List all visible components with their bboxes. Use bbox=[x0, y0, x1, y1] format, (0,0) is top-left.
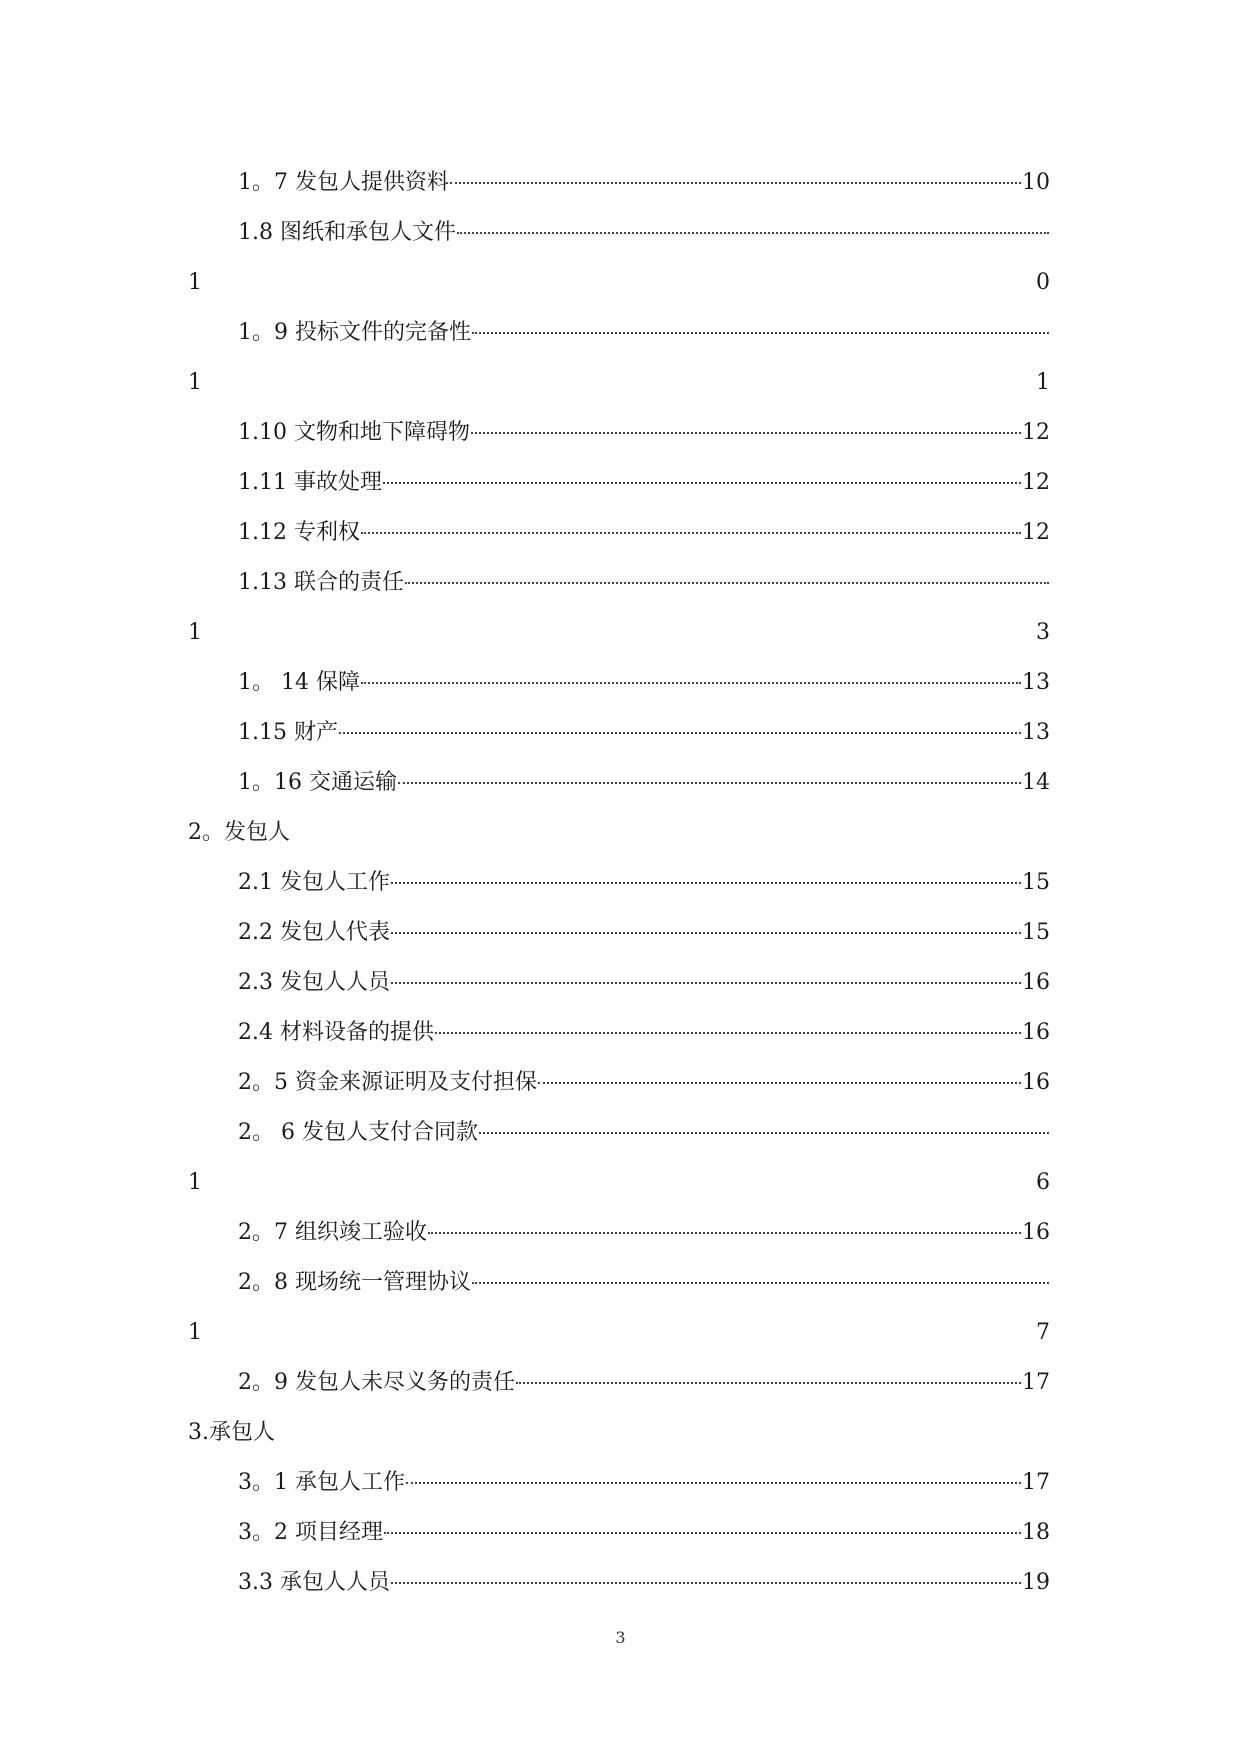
toc-entry-page: 13 bbox=[1022, 670, 1050, 695]
toc-entry-label: 2.2 发包人代表 bbox=[238, 920, 390, 945]
dot-leader bbox=[405, 581, 1049, 584]
toc-entry-page: 12 bbox=[1022, 520, 1050, 545]
toc-row-1-8 bbox=[0, 208, 1241, 258]
dot-leader bbox=[479, 1131, 1049, 1134]
toc-entry-label: 1.11 事故处理 bbox=[238, 470, 382, 495]
toc-wrap-right-digit: 3 bbox=[1036, 620, 1050, 645]
toc-row-1-13-wrap bbox=[0, 608, 1241, 658]
footer-page-number: 3 bbox=[615, 1628, 626, 1647]
dot-leader bbox=[516, 1381, 1021, 1384]
toc-entry-1-16[interactable] bbox=[238, 758, 1050, 808]
toc-entry-label: 1.15 财产 bbox=[238, 720, 338, 745]
dot-leader bbox=[450, 181, 1021, 184]
toc-entry-2-9[interactable] bbox=[238, 1358, 1050, 1408]
dot-leader bbox=[457, 231, 1049, 234]
toc-entry-label: 1.12 专利权 bbox=[238, 520, 360, 545]
toc-entry-3-1[interactable] bbox=[238, 1458, 1050, 1508]
toc-row-2-8 bbox=[0, 1258, 1241, 1308]
toc-entry-1-8[interactable] bbox=[238, 208, 1050, 258]
toc-row-3-3 bbox=[0, 1558, 1241, 1608]
toc-entry-label: 2。8 现场统一管理协议 bbox=[238, 1270, 471, 1295]
toc-entry-label: 2.4 材料设备的提供 bbox=[238, 1020, 434, 1045]
toc-entry-1-11[interactable] bbox=[238, 458, 1050, 508]
toc-row-2-7 bbox=[0, 1208, 1241, 1258]
toc-row-1-14 bbox=[0, 658, 1241, 708]
toc-entry-label: 1。 14 保障 bbox=[238, 670, 360, 695]
table-of-contents bbox=[0, 158, 1241, 1608]
toc-page-wrap-line bbox=[188, 1308, 1050, 1358]
toc-entry-label: 1。16 交通运输 bbox=[238, 770, 397, 795]
toc-wrap-left-digit: 1 bbox=[188, 1320, 202, 1345]
toc-entry-label: 2。 6 发包人支付合同款 bbox=[238, 1120, 478, 1145]
toc-entry-label: 1.10 文物和地下障碍物 bbox=[238, 420, 470, 445]
toc-row-1-8-wrap bbox=[0, 258, 1241, 308]
toc-page-wrap-line bbox=[188, 608, 1050, 658]
toc-entry-page: 18 bbox=[1022, 1520, 1050, 1545]
toc-row-2-5 bbox=[0, 1058, 1241, 1108]
toc-entry-3-3[interactable] bbox=[238, 1558, 1050, 1608]
toc-entry-1-10[interactable] bbox=[238, 408, 1050, 458]
toc-entry-page: 16 bbox=[1022, 1070, 1050, 1095]
toc-entry-2-4[interactable] bbox=[238, 1008, 1050, 1058]
toc-entry-label: 2。9 发包人未尽义务的责任 bbox=[238, 1370, 515, 1395]
toc-entry-1-14[interactable] bbox=[238, 658, 1050, 708]
toc-entry-1-9[interactable] bbox=[238, 308, 1050, 358]
toc-row-1-9-wrap bbox=[0, 358, 1241, 408]
toc-entry-2-1[interactable] bbox=[238, 858, 1050, 908]
dot-leader bbox=[384, 1531, 1021, 1534]
toc-wrap-right-digit: 6 bbox=[1036, 1170, 1050, 1195]
toc-entry-page: 13 bbox=[1022, 720, 1050, 745]
toc-entry-page: 17 bbox=[1022, 1370, 1050, 1395]
toc-row-section-2 bbox=[0, 808, 1241, 858]
toc-row-1-7 bbox=[0, 158, 1241, 208]
toc-entry-1-13[interactable] bbox=[238, 558, 1050, 608]
toc-entry-page: 12 bbox=[1022, 470, 1050, 495]
toc-entry-label: 2.3 发包人人员 bbox=[238, 970, 390, 995]
dot-leader bbox=[472, 1281, 1049, 1284]
toc-entry-2-5[interactable] bbox=[238, 1058, 1050, 1108]
toc-entry-3-2[interactable] bbox=[238, 1508, 1050, 1558]
toc-wrap-right-digit: 0 bbox=[1036, 270, 1050, 295]
toc-wrap-left-digit: 1 bbox=[188, 1170, 202, 1195]
toc-row-section-3 bbox=[0, 1408, 1241, 1458]
toc-entry-label: 1.8 图纸和承包人文件 bbox=[238, 220, 456, 245]
toc-page-wrap-line bbox=[188, 1158, 1050, 1208]
toc-row-2-1 bbox=[0, 858, 1241, 908]
toc-row-1-10 bbox=[0, 408, 1241, 458]
toc-page-wrap-line bbox=[188, 358, 1050, 408]
toc-wrap-right-digit: 1 bbox=[1036, 370, 1050, 395]
toc-row-2-3 bbox=[0, 958, 1241, 1008]
dot-leader bbox=[391, 1581, 1021, 1584]
toc-entry-page: 15 bbox=[1022, 870, 1050, 895]
toc-row-3-2 bbox=[0, 1508, 1241, 1558]
dot-leader bbox=[472, 331, 1049, 334]
dot-leader bbox=[471, 431, 1021, 434]
dot-leader bbox=[406, 1481, 1021, 1484]
toc-wrap-left-digit: 1 bbox=[188, 370, 202, 395]
dot-leader bbox=[398, 781, 1021, 784]
toc-row-1-16 bbox=[0, 758, 1241, 808]
toc-entry-2-8[interactable] bbox=[238, 1258, 1050, 1308]
toc-entry-2-7[interactable] bbox=[238, 1208, 1050, 1258]
toc-entry-page: 10 bbox=[1022, 170, 1050, 195]
toc-row-2-4 bbox=[0, 1008, 1241, 1058]
toc-section-2-heading[interactable]: 2。发包人 bbox=[188, 820, 290, 845]
toc-row-2-6-wrap bbox=[0, 1158, 1241, 1208]
toc-row-2-8-wrap bbox=[0, 1308, 1241, 1358]
toc-entry-page: 16 bbox=[1022, 1020, 1050, 1045]
toc-entry-label: 2。7 组织竣工验收 bbox=[238, 1220, 427, 1245]
toc-entry-label: 2。5 资金来源证明及支付担保 bbox=[238, 1070, 537, 1095]
dot-leader bbox=[538, 1081, 1021, 1084]
dot-leader bbox=[361, 531, 1021, 534]
toc-row-1-13 bbox=[0, 558, 1241, 608]
toc-entry-label: 1。9 投标文件的完备性 bbox=[238, 320, 471, 345]
toc-entry-page: 15 bbox=[1022, 920, 1050, 945]
dot-leader bbox=[435, 1031, 1021, 1034]
toc-entry-page: 16 bbox=[1022, 970, 1050, 995]
toc-wrap-left-digit: 1 bbox=[188, 270, 202, 295]
toc-entry-page: 16 bbox=[1022, 1220, 1050, 1245]
toc-entry-page: 14 bbox=[1022, 770, 1050, 795]
toc-wrap-right-digit: 7 bbox=[1036, 1320, 1050, 1345]
toc-row-2-6 bbox=[0, 1108, 1241, 1158]
toc-section-3-heading[interactable]: 3.承包人 bbox=[188, 1420, 275, 1445]
toc-entry-label: 3.3 承包人人员 bbox=[238, 1570, 390, 1595]
toc-entry-1-15[interactable] bbox=[238, 708, 1050, 758]
toc-row-1-15 bbox=[0, 708, 1241, 758]
toc-entry-label: 1。7 发包人提供资料 bbox=[238, 170, 449, 195]
toc-entry-label: 3。2 项目经理 bbox=[238, 1520, 383, 1545]
toc-page-wrap-line bbox=[188, 258, 1050, 308]
toc-entry-page: 17 bbox=[1022, 1470, 1050, 1495]
toc-entry-label: 2.1 发包人工作 bbox=[238, 870, 390, 895]
toc-entry-page: 12 bbox=[1022, 420, 1050, 445]
dot-leader bbox=[391, 881, 1021, 884]
toc-row-3-1 bbox=[0, 1458, 1241, 1508]
dot-leader bbox=[383, 481, 1021, 484]
toc-entry-1-12[interactable] bbox=[238, 508, 1050, 558]
dot-leader bbox=[391, 931, 1021, 934]
toc-row-1-12 bbox=[0, 508, 1241, 558]
toc-entry-2-3[interactable] bbox=[238, 958, 1050, 1008]
toc-row-2-9 bbox=[0, 1358, 1241, 1408]
dot-leader bbox=[428, 1231, 1021, 1234]
toc-entry-label: 1.13 联合的责任 bbox=[238, 570, 404, 595]
toc-row-1-11 bbox=[0, 458, 1241, 508]
toc-entry-2-2[interactable] bbox=[238, 908, 1050, 958]
dot-leader bbox=[361, 681, 1021, 684]
toc-wrap-left-digit: 1 bbox=[188, 620, 202, 645]
dot-leader bbox=[339, 731, 1021, 734]
toc-entry-1-7[interactable] bbox=[238, 158, 1050, 208]
toc-entry-2-6[interactable] bbox=[238, 1108, 1050, 1158]
toc-row-2-2 bbox=[0, 908, 1241, 958]
toc-entry-label: 3。1 承包人工作 bbox=[238, 1470, 405, 1495]
toc-entry-page: 19 bbox=[1022, 1570, 1050, 1595]
toc-row-1-9 bbox=[0, 308, 1241, 358]
dot-leader bbox=[391, 981, 1021, 984]
